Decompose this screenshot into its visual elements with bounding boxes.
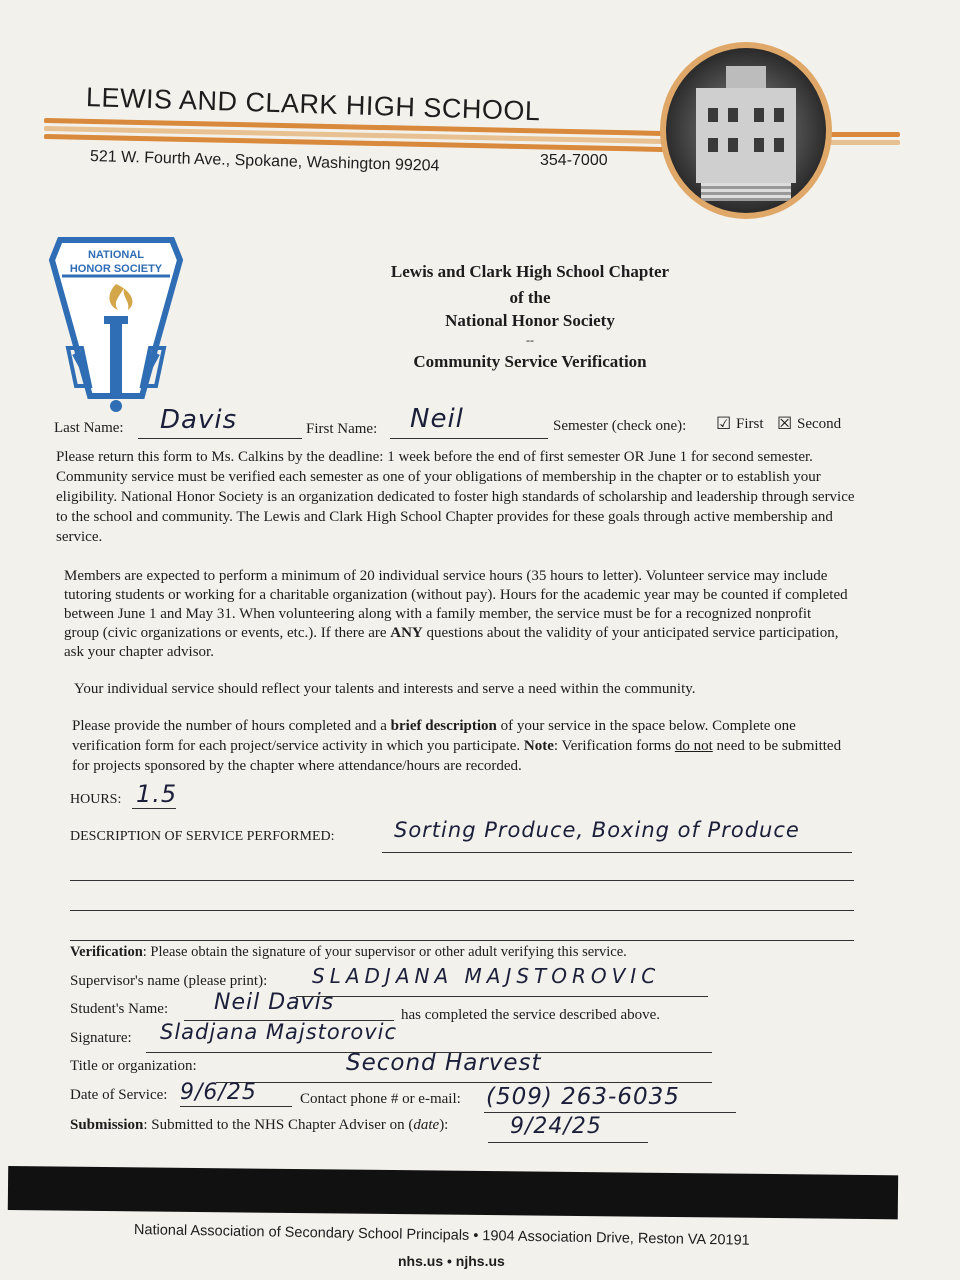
last-name-field[interactable]	[138, 438, 302, 439]
requirements-text: questions about the validity of your anticipated service participation, ask your chapter advisor.	[64, 625, 839, 660]
instructions-text: Please provide the number of hours completed and a	[72, 718, 391, 734]
first-name-field[interactable]	[390, 438, 548, 439]
reflection-paragraph	[74, 679, 864, 699]
supervisor-field[interactable]	[296, 996, 708, 997]
contact-label: Contact phone # or e-mail:	[300, 1091, 461, 1107]
student-name-label: Student's Name:	[70, 1001, 169, 1017]
instructions-paragraph	[56, 447, 861, 547]
submission-text: : Submitted to the NHS Chapter Adviser on (	[143, 1117, 414, 1133]
instructions-emphasis: brief description	[390, 718, 497, 734]
school-address: 521 W. Fourth Ave., Spokane, Washington 99204	[89, 148, 440, 175]
supervisor-value: SLADJANA MAJSTOROVIC	[312, 964, 661, 988]
supervisor-label: Supervisor's name (please print):	[70, 973, 268, 989]
submission-text: ):	[439, 1117, 449, 1133]
instructions-text: : Verification forms	[553, 738, 675, 754]
verification-instructions	[70, 944, 870, 961]
signature-label: Signature:	[70, 1030, 132, 1046]
torch-icon	[110, 324, 122, 394]
requirements-paragraph	[64, 567, 849, 662]
school-name: LEWIS AND CLARK HIGH SCHOOL	[85, 82, 541, 127]
description-line[interactable]	[70, 880, 854, 881]
instructions-text: of your service in the space below. Complete one verification form for each project/service activity in which you participate.	[72, 718, 796, 754]
requirements-emphasis: ANY	[390, 625, 423, 641]
date-of-service-label: Date of Service:	[70, 1087, 168, 1103]
contact-value: (509) 263-6035	[486, 1084, 680, 1110]
semester-second-checkbox[interactable]: ☒	[777, 414, 793, 433]
last-name-label: Last Name:	[54, 420, 124, 436]
form-title: National Honor Society	[445, 311, 615, 330]
semester-first-label: First	[736, 416, 764, 432]
first-name-label: First Name:	[306, 421, 378, 437]
semester-second-label: Second	[797, 416, 842, 432]
organization-value: Second Harvest	[346, 1050, 542, 1076]
hours-value: 1.5	[136, 780, 178, 808]
instructions-text: Please return this form to Ms. Calkins by the deadline: 1 week before the end of first semester OR June 1 for second semester. Community service must be verified each semester as one of your obligations of membership in the chapter or to establish your eligibility. National Honor Society is an organization dedicated to foster high standards of scholarship and leadership through service to the school and community. The Lewis and Clark High School Chapter provides for these goals through active membership and service.	[56, 449, 855, 545]
instructions-emphasis: do not	[674, 738, 713, 754]
footer-websites: nhs.us • njhs.us	[398, 1253, 505, 1269]
header-stripe	[820, 132, 900, 137]
description-line[interactable]	[70, 910, 854, 911]
first-name-value: Neil	[410, 404, 464, 434]
submission-text: date	[413, 1117, 440, 1133]
student-name-suffix: has completed the service described above.	[401, 1007, 661, 1023]
hours-field[interactable]	[132, 808, 176, 809]
semester-first-checkbox[interactable]: ☑	[716, 414, 732, 433]
date-of-service-value: 9/6/25	[180, 1080, 257, 1105]
organization-field[interactable]	[216, 1082, 712, 1083]
organization-label: Title or organization:	[70, 1058, 197, 1074]
description-instructions	[72, 716, 862, 776]
header-stripe	[820, 140, 900, 145]
instructions-emphasis: Note	[523, 738, 554, 754]
last-name-value: Davis	[160, 405, 238, 435]
hours-label: HOURS:	[70, 792, 122, 807]
reflection-text: Your individual service should reflect your talents and interests and serve a need within the community.	[74, 681, 696, 697]
logo-text: NATIONAL	[87, 249, 145, 261]
form-title: of the	[509, 288, 551, 307]
description-field[interactable]	[382, 852, 852, 853]
description-label: DESCRIPTION OF SERVICE PERFORMED:	[70, 829, 335, 844]
requirements-text: Members are expected to perform a minimum of 20 individual service hours (35 hours to letter). Volunteer service may include tutoring students or working for a charitable organization (without pay). Hours for the academic year may be counted if completed between June 1 and May 31. When volunteering along with a family member, the service must be for a recognized nonprofit group (civic organizations or events, etc.). If there are	[64, 568, 848, 641]
semester-label: Semester (check one):	[553, 418, 687, 434]
logo-text: HONOR SOCIETY	[69, 263, 163, 275]
verification-heading: Verification	[70, 944, 143, 960]
submission-date-value: 9/24/25	[510, 1114, 602, 1139]
submission-label	[70, 1117, 448, 1134]
form-title: Lewis and Clark High School Chapter	[390, 262, 670, 281]
school-building-image	[660, 42, 832, 219]
description-line[interactable]	[70, 940, 854, 941]
date-of-service-field[interactable]	[180, 1106, 292, 1107]
footer-bar	[8, 1166, 898, 1219]
school-phone: 354-7000	[540, 152, 608, 169]
student-name-value: Neil Davis	[214, 990, 335, 1015]
form-subtitle: Community Service Verification	[413, 352, 647, 371]
footer-organization: National Association of Secondary School Principals • 1904 Association Drive, Reston VA 20191	[133, 1222, 750, 1249]
nhs-keystone-logo	[46, 236, 186, 416]
form-title: --	[526, 333, 534, 347]
instructions-text: need to be submitted for projects sponsored by the chapter where attendance/hours are recorded.	[72, 738, 842, 774]
signature-value: Sladjana Majstorovic	[160, 1020, 398, 1044]
contact-field[interactable]	[484, 1112, 736, 1113]
verification-text: : Please obtain the signature of your supervisor or other adult verifying this service.	[142, 944, 627, 960]
submission-date-field[interactable]	[488, 1142, 648, 1143]
description-value: Sorting Produce, Boxing of Produce	[394, 818, 800, 842]
submission-heading: Submission	[70, 1117, 144, 1133]
